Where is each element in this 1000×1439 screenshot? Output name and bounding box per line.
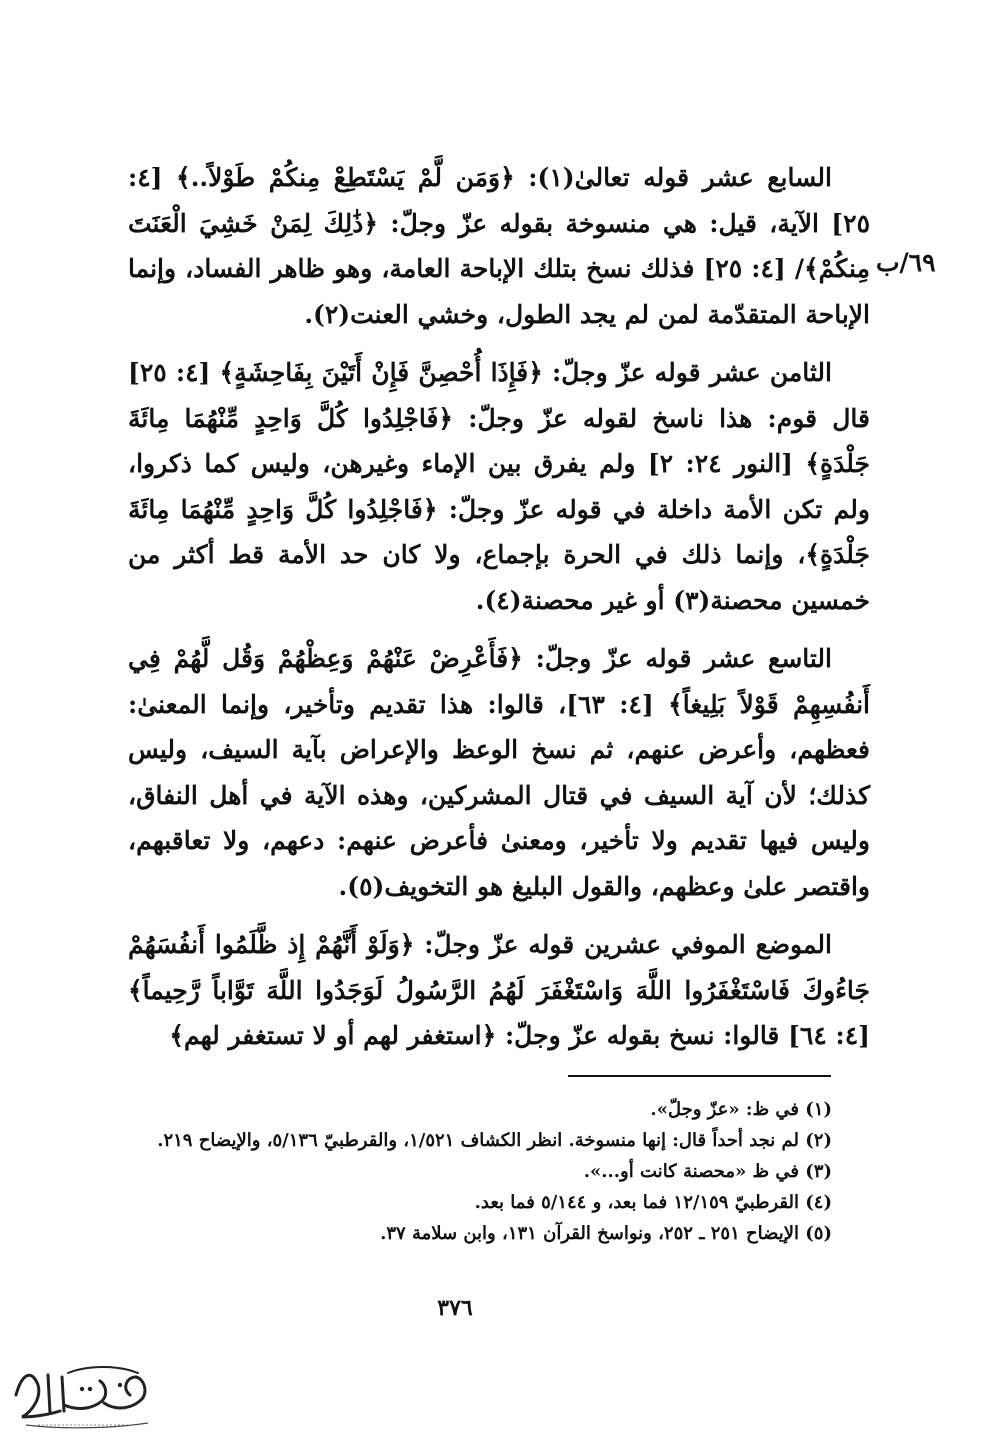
footnote-5: (٥) الإيضاح ٢٥١ ـ ٢٥٢، ونواسخ القرآن ١٣١، وابن سلامة ٣٧. xyxy=(380,1223,832,1244)
footnote-2: (٢) لم نجد أحداً قال: إنها منسوخة. انظر الكشاف ١/٥٢١، والقرطبيّ ٥/١٣٦، والإيضاح ٢١٩. xyxy=(157,1130,832,1151)
footnote-1: (١) في ظ: «عزّ وجلّ». xyxy=(650,1099,832,1120)
main-text xyxy=(128,155,870,1072)
footnotes xyxy=(140,1094,832,1249)
paragraph-18: الثامن عشر قوله عزّ وجلّ: ﴿فَإِذَا أُحْصِنَّ فَإِنْ أَتَيْنَ بِفَاحِشَةٍ﴾ [٤: ٢٥] قال قوم: هذا ناسخ لقوله عزّ وجلّ: ﴿فَاجْلِدُوا كُلَّ وَاحِدٍ مِّنْهُمَا مِائَةَ جَلْدَةٍ﴾ [النور ٢٤: ٢] ولم يفرق بين الإماء وغيرهن، وليس كما ذكروا، ولم تكن الأمة داخلة في قوله عزّ وجلّ: ﴿فَاجْلِدُوا كُلَّ وَاحِدٍ مِّنْهُمَا مِائَةَ جَلْدَةٍ﴾، وإنما ذلك في الحرة بإجماع، ولا كان حد الأمة قط أكثر من خمسين محصنة(٣) أو غير محصنة(٤). xyxy=(128,358,871,615)
paragraph-17: السابع عشر قوله تعالىٰ(١): ﴿وَمَن لَّمْ يَسْتَطِعْ مِنكُمْ طَوْلاً..﴾ [٤: ٢٥] الآية، قيل: هي منسوخة بقوله عزّ وجلّ: ﴿ذَٰلِكَ لِمَنْ خَشِيَ الْعَنَتَ مِنكُمْ﴾/ [٤: ٢٥] فذلك نسخ بتلك الإباحة العامة، وهو ظاهر الفساد، وإنما الإباحة المتقدّمة لمن لم يجد الطول، وخشي العنت(٢). xyxy=(128,163,870,329)
paragraph-19: التاسع عشر قوله عزّ وجلّ: ﴿فَأَعْرِضْ عَنْهُمْ وَعِظْهُمْ وَقُل لَّهُمْ فِي أَنفُسِهِمْ قَوْلاً بَلِيغاً﴾ [٤: ٦٣]، قالوا: هذا تقديم وتأخير، وإنما المعنىٰ: فعظهم، وأعرض عنهم، ثم نسخ الوعظ والإعراض بآية السيف، وليس كذلك؛ لأن آية السيف في قتال المشركين، وهذه الآية في أهل النفاق، وليس فيها تقديم ولا تأخير، ومعنىٰ فأعرض عنهم: دعهم، ولا تعاقبهم، واقتصر علىٰ وعظهم، والقول البليغ هو التخويف(٥). xyxy=(128,644,870,901)
footnote-divider xyxy=(568,1075,831,1077)
paragraph-20: الموضع الموفي عشرين قوله عزّ وجلّ: ﴿وَلَوْ أَنَّهُمْ إِذ ظَّلَمُوا أَنفُسَهُمْ جَاءُوكَ فَاسْتَغْفَرُوا اللَّهَ وَاسْتَغْفَرَ لَهُمُ الرَّسُولُ لَوَجَدُوا اللَّهَ تَوَّاباً رَّحِيماً﴾ [٤: ٦٤] قالوا: نسخ بقوله عزّ وجلّ: ﴿استغفر لهم أو لا تستغفر لهم﴾ xyxy=(128,930,870,1050)
library-stamp-icon xyxy=(8,1355,158,1433)
footnote-4: (٤) القرطبيّ ١٢/١٥٩ فما بعد، و ٥/١٤٤ فما بعد. xyxy=(474,1192,832,1213)
footnote-3: (٣) في ظ «محصنة كانت أو...». xyxy=(583,1161,832,1182)
page-number: ٣٧٦ xyxy=(437,1295,473,1321)
folio-margin-note: ٦٩/ب xyxy=(876,248,936,277)
